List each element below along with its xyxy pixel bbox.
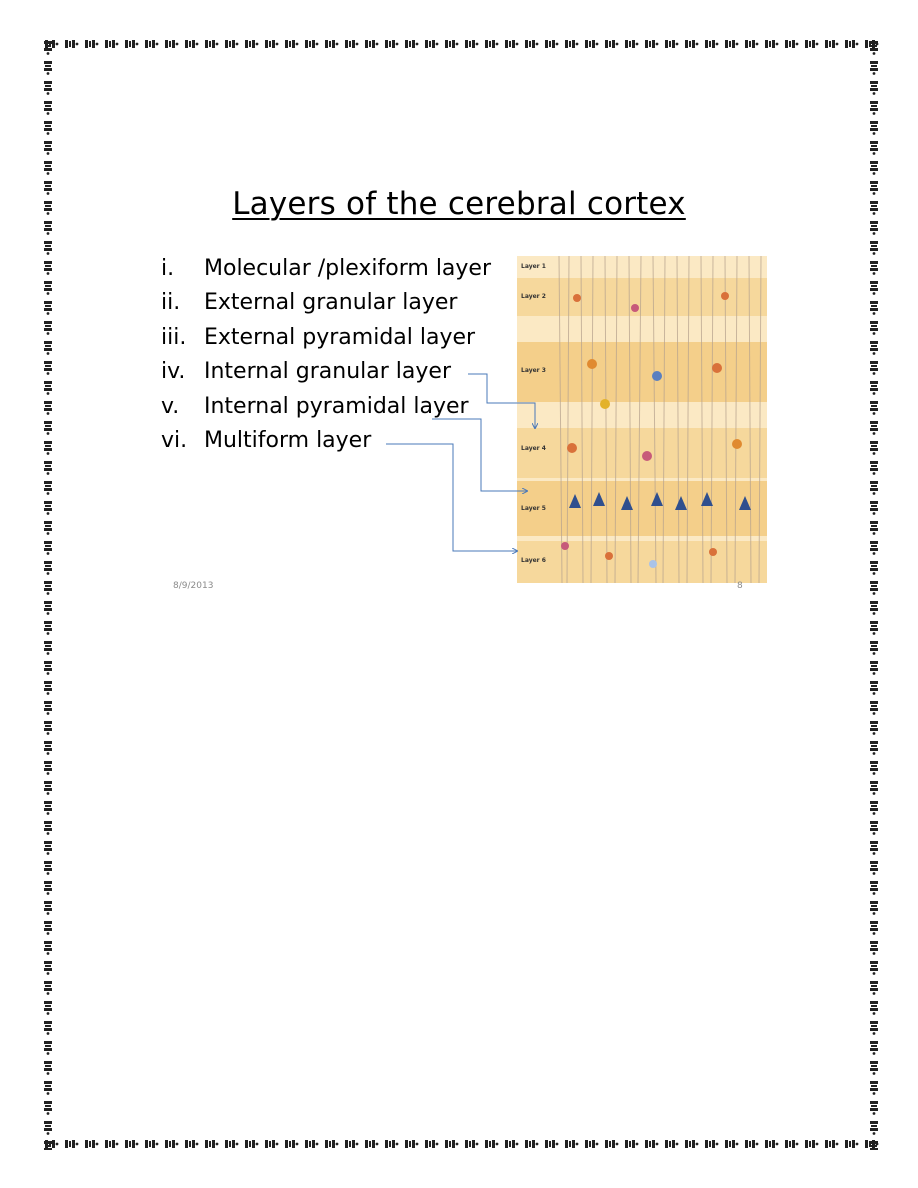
- neuron: [642, 451, 652, 461]
- neuron: [600, 399, 610, 409]
- band-layer-3: [517, 342, 767, 402]
- band-layer-2: [517, 278, 767, 316]
- neuron: [732, 439, 742, 449]
- footer-date: 8/9/2013: [173, 581, 214, 591]
- figure-label-layer-2: Layer 2: [521, 293, 546, 300]
- list-item-text: External pyramidal layer: [204, 324, 476, 350]
- figure-label-layer-1: Layer 1: [521, 263, 546, 270]
- list-numeral: iv.: [161, 359, 186, 385]
- neuron: [605, 552, 613, 560]
- list-item-text: Multiform layer: [204, 427, 372, 453]
- figure-label-layer-3: Layer 3: [521, 367, 546, 374]
- list-item-text: External granular layer: [204, 290, 458, 316]
- cortex-layers-illustration: [517, 256, 767, 583]
- footer-page-number: 8: [737, 581, 743, 591]
- band-layer-4: [517, 428, 767, 478]
- neuron: [712, 363, 722, 373]
- neuron: [567, 443, 577, 453]
- border-bottom-ornament: [42, 1138, 880, 1150]
- band-layer-6: [517, 541, 767, 583]
- neuron: [561, 542, 569, 550]
- list-numeral: iii.: [161, 324, 187, 350]
- list-numeral: i.: [161, 256, 175, 281]
- neuron: [587, 359, 597, 369]
- list-numeral: ii.: [161, 290, 181, 316]
- list-numeral: v.: [161, 393, 180, 419]
- neuron: [652, 371, 662, 381]
- figure-label-layer-6: Layer 6: [521, 557, 546, 564]
- figure-label-layer-4: Layer 4: [521, 445, 546, 452]
- list-numeral: vi.: [161, 427, 188, 453]
- neuron: [573, 294, 581, 302]
- border-top-ornament: [42, 38, 880, 50]
- neuron: [631, 304, 639, 312]
- band-layer-5: [517, 481, 767, 536]
- figure-label-layer-5: Layer 5: [521, 505, 546, 512]
- neuron: [721, 292, 729, 300]
- list-item-text: Molecular /plexiform layer: [204, 256, 492, 281]
- list-item-text: Internal pyramidal layer: [204, 393, 469, 419]
- page-title: Layers of the cerebral cortex: [232, 186, 686, 222]
- list-item-text: Internal granular layer: [204, 359, 451, 385]
- neuron: [709, 548, 717, 556]
- neuron: [649, 560, 657, 568]
